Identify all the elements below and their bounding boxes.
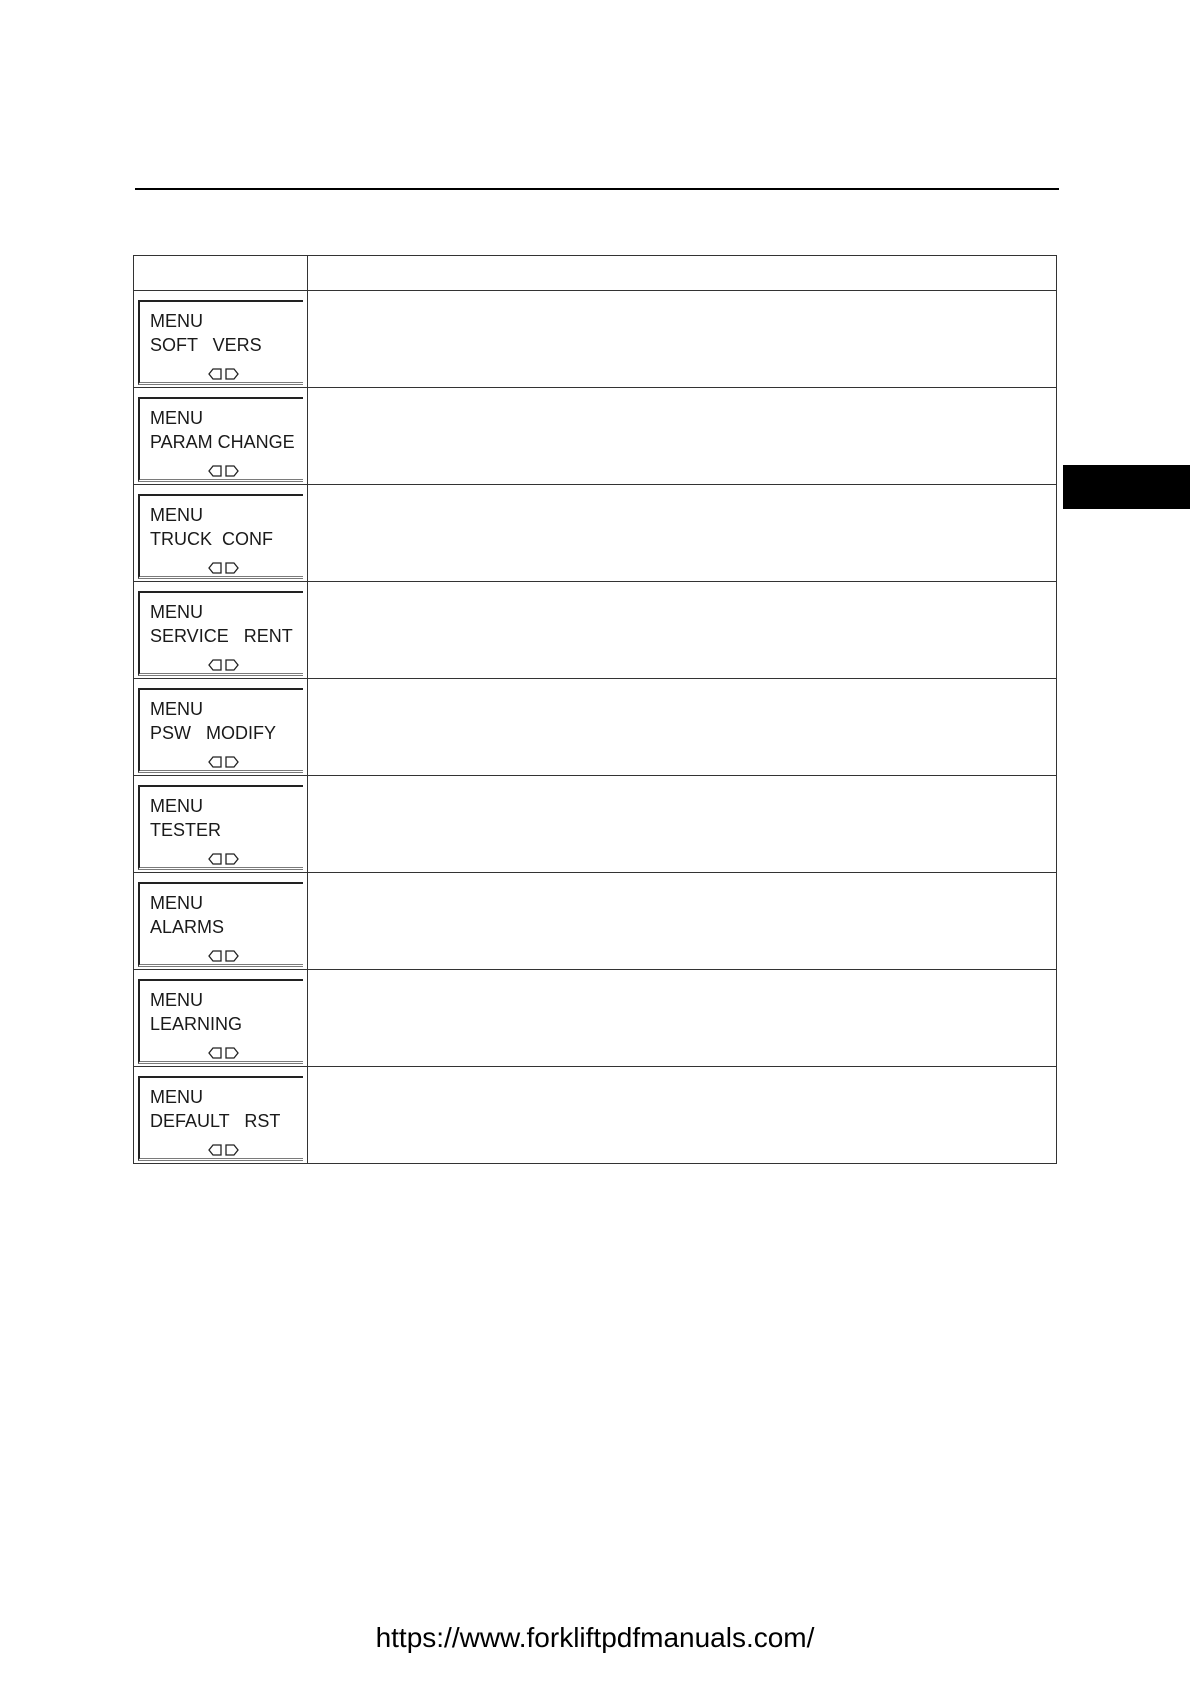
left-right-arrow-keys-icon <box>208 853 240 865</box>
lcd-line-1: MENU <box>150 1087 203 1107</box>
description-cell <box>308 776 1057 873</box>
lcd-line-2: PSW MODIFY <box>150 723 276 743</box>
table-row <box>134 776 1057 873</box>
section-thumb-tab <box>1063 465 1190 509</box>
table-row <box>134 582 1057 679</box>
description-cell <box>308 388 1057 485</box>
lcd-line-1: MENU <box>150 990 203 1010</box>
display-cell <box>134 1067 308 1164</box>
description-cell <box>308 873 1057 970</box>
lcd-display <box>138 688 303 773</box>
display-cell <box>134 291 308 388</box>
lcd-display <box>138 397 303 482</box>
lcd-line-1: MENU <box>150 602 203 622</box>
description-cell <box>308 970 1057 1067</box>
lcd-line-1: MENU <box>150 505 203 525</box>
lcd-display <box>138 882 303 967</box>
table-row <box>134 485 1057 582</box>
table-row <box>134 970 1057 1067</box>
menu-table <box>133 255 1057 1164</box>
table-header-row <box>134 256 1057 291</box>
header-rule <box>135 188 1059 190</box>
left-right-arrow-keys-icon <box>208 950 240 962</box>
table-header-cell-display <box>134 256 308 291</box>
left-right-arrow-keys-icon <box>208 1144 240 1156</box>
lcd-display <box>138 591 303 676</box>
lcd-display <box>138 300 303 385</box>
description-cell <box>308 485 1057 582</box>
description-cell <box>308 1067 1057 1164</box>
display-cell <box>134 873 308 970</box>
lcd-line-2: LEARNING <box>150 1014 243 1034</box>
table-header-cell-description <box>308 256 1057 291</box>
lcd-line-1: MENU <box>150 311 203 331</box>
description-cell <box>308 679 1057 776</box>
display-cell <box>134 679 308 776</box>
display-cell <box>134 582 308 679</box>
lcd-line-1: MENU <box>150 699 203 719</box>
lcd-display <box>138 785 303 870</box>
left-right-arrow-keys-icon <box>208 659 240 671</box>
lcd-display <box>138 979 303 1064</box>
table-row <box>134 388 1057 485</box>
description-cell <box>308 582 1057 679</box>
left-right-arrow-keys-icon <box>208 465 240 477</box>
lcd-line-2: DEFAULT RST <box>150 1111 281 1131</box>
left-right-arrow-keys-icon <box>208 756 240 768</box>
lcd-line-2: TRUCK CONF <box>150 529 273 549</box>
display-cell <box>134 970 308 1067</box>
display-cell <box>134 776 308 873</box>
footer-url: https://www.forkliftpdfmanuals.com/ <box>375 1622 815 1653</box>
left-right-arrow-keys-icon <box>208 1047 240 1059</box>
description-cell <box>308 291 1057 388</box>
lcd-line-1: MENU <box>150 796 203 816</box>
table-row <box>134 873 1057 970</box>
lcd-line-2: SOFT VERS <box>150 335 262 355</box>
lcd-line-1: MENU <box>150 893 203 913</box>
lcd-display <box>138 494 303 579</box>
lcd-line-2: TESTER <box>150 820 222 840</box>
lcd-line-2: ALARMS <box>150 917 225 937</box>
display-cell <box>134 388 308 485</box>
left-right-arrow-keys-icon <box>208 562 240 574</box>
left-right-arrow-keys-icon <box>208 368 240 380</box>
table-row <box>134 1067 1057 1164</box>
lcd-line-1: MENU <box>150 408 203 428</box>
table-row <box>134 291 1057 388</box>
lcd-line-2: SERVICE RENT <box>150 626 293 646</box>
lcd-display <box>138 1076 303 1161</box>
lcd-line-2: PARAM CHANGE <box>150 432 295 452</box>
display-cell <box>134 485 308 582</box>
table-row <box>134 679 1057 776</box>
